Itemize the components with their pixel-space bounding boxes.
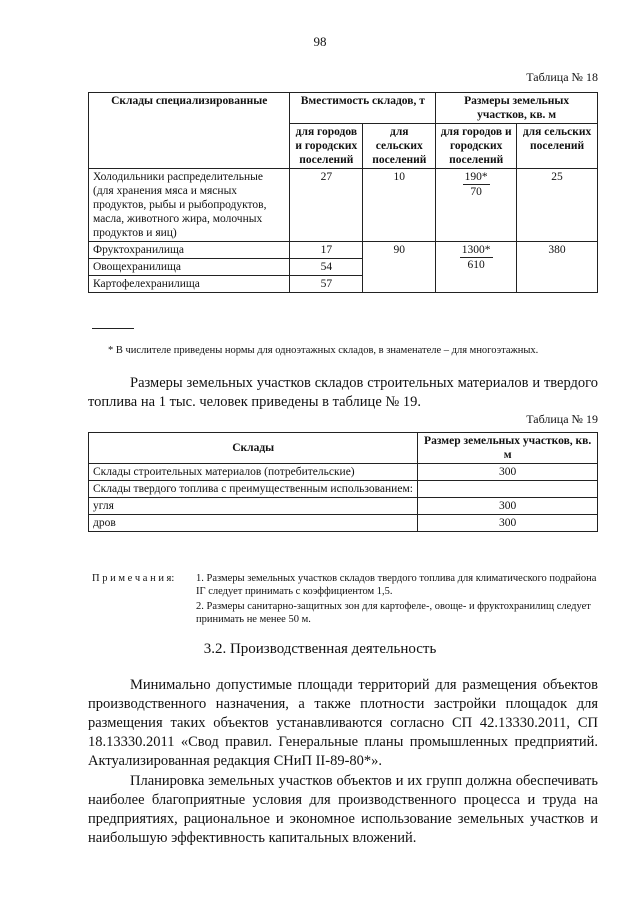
page-number: 98 bbox=[313, 34, 327, 49]
subheader-cities: для городов и городских поселений bbox=[436, 124, 517, 169]
cell-cap-city: 57 bbox=[290, 276, 363, 293]
header-warehouses: Склады специализированные bbox=[89, 93, 290, 169]
notes-label: П р и м е ч а н и я: bbox=[92, 573, 175, 584]
cell-cap-city: 54 bbox=[290, 259, 363, 276]
subheader-rural: для сельских поселений bbox=[363, 124, 436, 169]
section-heading: 3.2. Производственная деятельность bbox=[203, 641, 437, 657]
note-1: 1. Размеры земельных участков складов твердого топлива для климатического подрайона IГ следует принимать с коэффициентом 1,5. bbox=[196, 573, 597, 597]
row-name: Картофелехранилища bbox=[89, 276, 290, 293]
row-name: Фруктохранилища bbox=[89, 242, 290, 259]
cell-land-rural: 25 bbox=[517, 169, 598, 242]
table-row bbox=[89, 464, 598, 481]
subheader-rural: для сельских поселений bbox=[517, 124, 598, 169]
header-land: Размеры земельных участков, кв. м bbox=[436, 93, 598, 124]
header-capacity: Вместимость складов, т bbox=[290, 93, 436, 124]
footnote-divider bbox=[92, 328, 134, 329]
row-value: 300 bbox=[418, 498, 598, 515]
table-18 bbox=[88, 92, 598, 293]
row-name: Овощехранилища bbox=[89, 259, 290, 276]
footnote: * В числителе приведены нормы для одноэтажных складов, в знаменателе – для многоэтажных. bbox=[108, 345, 539, 356]
note-2: 2. Размеры санитарно-защитных зон для картофеле-, овоще- и фруктохранилищ следует принимать не менее 50 м. bbox=[196, 601, 591, 625]
row-value: 300 bbox=[418, 464, 598, 481]
row-name: дров bbox=[89, 515, 418, 532]
header-warehouses: Склады bbox=[89, 433, 418, 464]
table-row bbox=[89, 481, 598, 498]
row-value: 300 bbox=[418, 515, 598, 532]
cell-cap-city: 17 bbox=[290, 242, 363, 259]
row-value bbox=[418, 481, 598, 498]
paragraph-planning: Планировка земельных участков объектов и их групп должна обеспечивать наиболее благоприятные условия для производственного процесса и труда на предприятиях, рациональное и экономное использование земельных участков и наибольшую эффективность капитальных вложений. bbox=[88, 773, 598, 846]
cell-cap-rural: 90 bbox=[363, 242, 436, 293]
paragraph-production-areas: Минимально допустимые площади территорий для размещения объектов производственного назначения, а также плотности застройки площадок для размещения таких объектов устанавливаются согласно СП 42.13330.2011, СП 18.13330.2011 «Свод правил. Генеральные планы промышленных предприятий. Актуализированная редакция СНиП II-89-80*». bbox=[88, 677, 598, 769]
row-name: Склады твердого топлива с преимущественным использованием: bbox=[89, 481, 418, 498]
subheader-cities: для городов и городских поселений bbox=[290, 124, 363, 169]
fraction-denominator: 610 bbox=[467, 259, 485, 271]
paragraph-intro-table19: Размеры земельных участков складов строительных материалов и твердого топлива на 1 тыс. человек приведены в таблице № 19. bbox=[88, 375, 598, 410]
header-size: Размер земельных участков, кв. м bbox=[418, 433, 598, 464]
cell-land-city bbox=[436, 242, 517, 293]
table-row bbox=[89, 169, 598, 242]
table19-caption: Таблица № 19 bbox=[526, 412, 598, 426]
table18-caption: Таблица № 18 bbox=[526, 70, 598, 84]
row-name: Склады строительных материалов (потребительские) bbox=[89, 464, 418, 481]
cell-cap-rural: 10 bbox=[363, 169, 436, 242]
table-19 bbox=[88, 432, 598, 532]
table-row bbox=[89, 515, 598, 532]
fraction-numerator: 190* bbox=[464, 171, 488, 183]
cell-cap-city: 27 bbox=[290, 169, 363, 242]
cell-land-rural: 380 bbox=[517, 242, 598, 293]
table-row bbox=[89, 498, 598, 515]
table-row bbox=[89, 242, 598, 259]
cell-land-city bbox=[436, 169, 517, 242]
row-name: Холодильники распределительные (для хранения мяса и мясных продуктов, рыбы и рыбопродуктов, масла, животного жира, молочных продуктов и яиц) bbox=[89, 169, 290, 242]
fraction-numerator: 1300* bbox=[461, 244, 491, 256]
row-name: угля bbox=[89, 498, 418, 515]
fraction-denominator: 70 bbox=[470, 186, 482, 198]
